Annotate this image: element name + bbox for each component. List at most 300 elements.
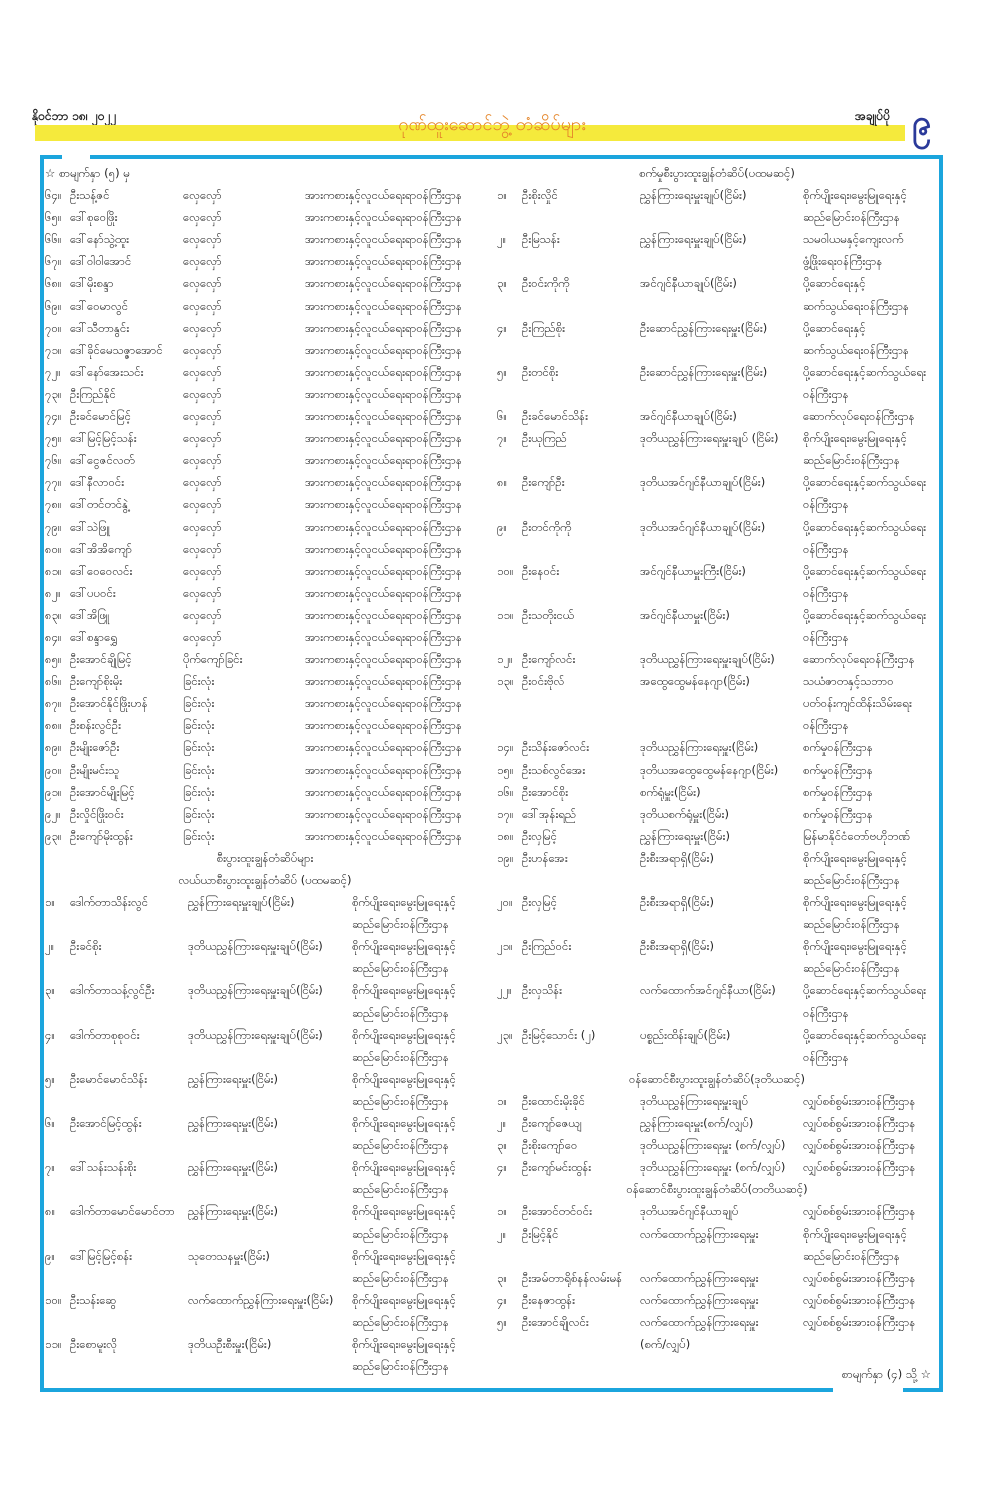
row-number: ၁၉။: [497, 850, 514, 865]
awardee-name: ဒေါ်အုန်းရည်: [522, 806, 577, 821]
awardee-department: အားကစားနှင့်လူငယ်ရေးရာဝန်ကြီးဌာန: [305, 254, 462, 269]
awardee-department: စိုက်ပျိုးရေး၊မွေးမြူရေးနှင့် ဆည်မြောင်းဝန်ကြီးဌာန: [352, 1204, 456, 1241]
awardee-department: အားကစားနှင့်လူငယ်ရေးရာဝန်ကြီးဌာန: [305, 674, 462, 689]
awardee-name: ဦးသိန်းဇော်လင်း: [522, 740, 590, 755]
awardee-name: ဒေါ်နော်သွဲ့ထူး: [70, 232, 130, 247]
row-number: ၉။: [497, 519, 507, 534]
awardee-department: စက်မှုဝန်ကြီးဌာန: [803, 806, 873, 821]
row-number: ၂။: [45, 939, 55, 954]
awardee-position: ဒုတိယညွှန်ကြားရေးမှူး (စက်/လျှပ်): [640, 1160, 786, 1175]
row-number: ၉၁။: [45, 784, 62, 799]
awardee-name: ဦးကျော်စိုးမိုး: [70, 674, 123, 689]
awardee-name: ဦးအမ်တာရိုစ်နန်လမ်းမန်: [522, 1270, 623, 1285]
awardee-department: ပို့ဆောင်ရေးနှင့် ဆက်သွယ်ရေးဝန်ကြီးဌာန: [803, 320, 909, 357]
table-row: [45, 692, 485, 714]
awardee-position: လှေလှော်: [183, 607, 222, 622]
awardee-position: ဒုတိယဦးစီးမှူး(ငြိမ်း): [188, 1336, 272, 1351]
table-row: [45, 670, 485, 692]
awardee-department: စိုက်ပျိုးရေး၊မွေးမြူရေးနှင့် ဆည်မြောင်းဝန်ကြီးဌာန: [803, 895, 907, 932]
awardee-name: ဦးကျော်မင်းထွန်း: [522, 1160, 592, 1175]
table-row: [497, 781, 937, 803]
awardee-name: ဦးသစ်လွင်အေး: [522, 762, 586, 777]
row-number: ၈၇။: [45, 696, 62, 711]
row-number: ၁၀။: [45, 1292, 62, 1307]
row-number: ၇၉။: [45, 519, 62, 534]
awardee-position: ဒုတိယညွှန်ကြားရေးမှူး(ငြိမ်း): [640, 740, 759, 755]
awardee-position: ဦးဆောင်ညွှန်ကြားရေးမှူး(ငြိမ်း): [640, 364, 768, 379]
row-number: ၂။: [497, 1226, 507, 1241]
table-row: [497, 825, 937, 847]
table-row: [45, 1200, 485, 1244]
table-row: [497, 1289, 937, 1311]
awardee-department: အားကစားနှင့်လူငယ်ရေးရာဝန်ကြီးဌာန: [305, 629, 462, 644]
awardee-position: သုတေသနမှူး(ငြိမ်း): [188, 1248, 270, 1263]
awardee-position: ညွှန်ကြားရေးမှူး(ငြိမ်း): [188, 1204, 278, 1219]
table-row: [497, 361, 937, 405]
table-row: [45, 825, 485, 847]
table-row: [497, 935, 937, 979]
awardee-position: ညွှန်ကြားရေးမှူးချုပ်(ငြိမ်း): [640, 188, 747, 203]
awardee-department: မြန်မာနိုင်ငံတော်ဗဟိုဘဏ်: [803, 828, 911, 843]
table-row: [497, 1134, 937, 1156]
awardee-position: ညွှန်ကြားရေးမှူးချုပ်(ငြိမ်း): [640, 232, 747, 247]
table-row: [497, 1156, 937, 1178]
table-row: [45, 891, 485, 935]
awardee-name: ဦးကျော်မိုးထွန်း: [70, 828, 133, 843]
awardee-name: ဦးအောင်စိုး: [522, 784, 569, 799]
row-number: ၇၀။: [45, 320, 62, 335]
awardee-department: အားကစားနှင့်လူငယ်ရေးရာဝန်ကြီးဌာန: [305, 298, 462, 313]
table-row: [45, 736, 485, 758]
awardee-name: ဦးမြသန်း: [522, 232, 560, 247]
awardee-name: ဦးလှသိန်း: [522, 983, 563, 998]
table-row: [45, 1245, 485, 1289]
awardee-name: ဦးစန်းလွင်ဦး: [70, 718, 122, 733]
awardee-name: ဦးလှမြင့်: [522, 828, 557, 843]
table-row: [497, 1200, 937, 1222]
awardee-position: လှေလှော်: [183, 629, 222, 644]
row-number: ၄။: [497, 1292, 507, 1307]
awardee-position: ညွှန်ကြားရေးမှူးချုပ်(ငြိမ်း): [188, 895, 295, 910]
table-row: [45, 250, 485, 272]
awardee-position: ခြင်းလုံး: [183, 762, 215, 777]
awardee-position: ခြင်းလုံး: [183, 740, 215, 755]
awardee-department: စိုက်ပျိုးရေး၊မွေးမြူရေးနှင့် ဆည်မြောင်းဝန်ကြီးဌာန: [352, 1292, 456, 1329]
awardee-department: အားကစားနှင့်လူငယ်ရေးရာဝန်ကြီးဌာန: [305, 276, 462, 291]
awardee-name: ဦးမြင့်သောင်း (၂): [522, 1027, 596, 1042]
awardee-department: စိုက်ပျိုးရေး၊မွေးမြူရေးနှင့် ဆည်မြောင်းဝန်ကြီးဌာန: [352, 1248, 456, 1285]
table-row: [497, 405, 937, 427]
table-row: [45, 449, 485, 471]
row-number: ၈၈။: [45, 718, 62, 733]
awardee-name: ဦးအောင်ချိုမြင့်: [70, 652, 132, 667]
awardee-department: စိုက်ပျိုးရေး၊မွေးမြူရေးနှင့် ဆည်မြောင်းဝန်ကြီးဌာန: [803, 431, 907, 468]
table-row: [497, 560, 937, 604]
table-row: [497, 1112, 937, 1134]
row-number: ၇။: [45, 1160, 55, 1175]
table-row: [45, 538, 485, 560]
awardee-position: လက်ထောက်အင်ဂျင်နီယာ(ငြိမ်း): [640, 983, 776, 998]
awardee-name: ဒေါက်တာမောင်မောင်တာ: [70, 1204, 175, 1219]
awardee-name: ဦးထောင်းမိုးခိုင်: [522, 1093, 586, 1108]
row-number: ၁။: [45, 895, 55, 910]
awardee-name: ဦးသန်းဆွေ: [70, 1292, 117, 1307]
row-number: ၇၂။: [45, 364, 61, 379]
awardee-name: ဦးကြည်ဝင်း: [522, 939, 572, 954]
awardee-department: ပို့ဆောင်ရေးနှင့်ဆက်သွယ်ရေး ဝန်ကြီးဌာန: [803, 607, 927, 644]
table-row: [45, 427, 485, 449]
awardee-name: ဒေါ်ငွေဇင်လတ်: [70, 453, 135, 468]
awardee-department: စိုက်ပျိုးရေး၊မွေးမြူရေးနှင့် ဆည်မြောင်းဝန်ကြီးဌာန: [803, 850, 907, 887]
awardee-name: ဦးနေဝင်း: [522, 563, 560, 578]
row-number: ၈၁။: [45, 563, 62, 578]
awardee-department: အားကစားနှင့်လူငယ်ရေးရာဝန်ကြီးဌာန: [305, 806, 462, 821]
table-row: [497, 979, 937, 1023]
awardee-department: လျှပ်စစ်စွမ်းအားဝန်ကြီးဌာန: [803, 1204, 916, 1219]
table-row: [45, 493, 485, 515]
awardee-department: စက်မှုဝန်ကြီးဌာန: [803, 740, 873, 755]
row-number: ၇၅။: [45, 431, 62, 446]
awardee-department: စိုက်ပျိုးရေး၊မွေးမြူရေးနှင့် ဆည်မြောင်းဝန်ကြီးဌာန: [352, 1116, 456, 1153]
row-number: ၈၃။: [45, 607, 62, 622]
awardee-position: လှေလှော်: [183, 386, 222, 401]
awardee-position: လှေလှော်: [183, 475, 222, 490]
row-number: ၃။: [45, 983, 55, 998]
awardee-department: အားကစားနှင့်လူငယ်ရေးရာဝန်ကြီးဌာန: [305, 364, 462, 379]
awardee-name: ဦးစောမူးလို: [70, 1336, 118, 1351]
awardee-name: ဦးသတိုးငယ်: [522, 607, 575, 622]
awardee-name: ဒေါ်စန္ဒာရွှေ: [70, 629, 118, 644]
awardee-name: ဦးလှိုင်ဖြိုးဝင်း: [70, 806, 124, 821]
awardee-position: အထွေထွေမန်နေဂျာ(ငြိမ်း): [640, 674, 750, 689]
awardee-name: ဦးစိုးလှိုင်: [522, 188, 558, 203]
table-row: [497, 847, 937, 891]
awardee-name: ဦးကျော်ဇေယျ: [522, 1116, 582, 1131]
awardee-position: ညွှန်ကြားရေးမှူး(ငြိမ်း): [188, 1116, 278, 1131]
awardee-department: စိုက်ပျိုးရေး၊မွေးမြူရေးနှင့် ဆည်မြောင်းဝန်ကြီးဌာန: [352, 895, 456, 932]
awardee-table-service-2: [497, 1090, 937, 1178]
table-row: [45, 759, 485, 781]
awardee-name: ဒေါ်စုဝေဖြိုး: [70, 210, 118, 225]
table-row: [45, 272, 485, 294]
row-number: ၈၅။: [45, 652, 62, 667]
table-row: [497, 1024, 937, 1068]
row-number: ၈၂။: [45, 585, 61, 600]
row-number: ၆၆။: [45, 232, 62, 247]
row-number: ၅။: [497, 364, 507, 379]
awardee-name: ဒေါ်သန်းသန်းစိုး: [70, 1160, 137, 1175]
awardee-position: လှေလှော်: [183, 298, 222, 313]
row-number: ၉၃။: [45, 828, 62, 843]
awardee-position: ဒုတိယစက်ရုံမှူး(ငြိမ်း): [640, 806, 729, 821]
awardee-name: ဦးမောင်မောင်သိန်း: [70, 1071, 148, 1086]
awardee-department: အားကစားနှင့်လူငယ်ရေးရာဝန်ကြီးဌာန: [305, 718, 462, 733]
section-heading-service-2: ဝန်ဆောင်စီးပွားထူးချွန်တံဆိပ်(ဒုတိယဆင့်): [628, 1071, 805, 1086]
awardee-name: ဒေါက်တာသိန်းလွင်: [70, 895, 149, 910]
awardee-name: ဒေါ်မြင့်မြင့်သန်း: [70, 431, 137, 446]
awardee-position: လက်ထောက်ညွှန်ကြားရေးမှူး (စက်/လျှပ်): [640, 1314, 759, 1351]
table-row: [497, 803, 937, 825]
frame-gap-bottom: [833, 1385, 903, 1397]
awardee-name: ဦးအောင်မျိုးမြင့်: [70, 784, 135, 799]
table-row: [45, 560, 485, 582]
row-number: ၄။: [45, 1027, 55, 1042]
awardee-name: ဦးအောင်တင်ဝင်း: [522, 1204, 593, 1219]
awardee-department: ပို့ဆောင်ရေးနှင့်ဆက်သွယ်ရေး ဝန်ကြီးဌာန: [803, 519, 927, 556]
awardee-name: ဦးဝင်းဗိုလ်: [522, 674, 565, 689]
row-number: ၆၇။: [45, 254, 62, 269]
awardee-department: အားကစားနှင့်လူငယ်ရေးရာဝန်ကြီးဌာန: [305, 320, 462, 335]
awardee-name: ဦးကြည်စိုး: [522, 320, 565, 335]
table-row: [497, 1090, 937, 1112]
awardee-position: အင်ဂျင်နီယာချုပ်(ငြိမ်း): [640, 276, 737, 291]
row-number: ၃။: [497, 276, 507, 291]
table-row: [497, 891, 937, 935]
awardee-position: လှေလှော်: [183, 563, 222, 578]
row-number: ၅။: [45, 1071, 55, 1086]
row-number: ၂။: [497, 232, 507, 247]
row-number: ၆။: [497, 409, 507, 424]
table-row: [45, 339, 485, 361]
awardee-position: လှေလှော်: [183, 320, 222, 335]
awardee-position: လက်ထောက်ညွှန်ကြားရေးမှူး: [640, 1270, 759, 1285]
table-row: [45, 979, 485, 1023]
row-number: ၁၀။: [497, 563, 514, 578]
awardee-department: အားကစားနှင့်လူငယ်ရေးရာဝန်ကြီးဌာန: [305, 431, 462, 446]
awardee-department: အားကစားနှင့်လူငယ်ရေးရာဝန်ကြီးဌာန: [305, 210, 462, 225]
awardee-position: ခြင်းလုံး: [183, 718, 215, 733]
table-row: [497, 736, 937, 758]
awardee-position: ညွှန်ကြားရေးမှူး(ငြိမ်း): [188, 1160, 278, 1175]
awardee-department: အားကစားနှင့်လူငယ်ရေးရာဝန်ကြီးဌာန: [305, 519, 462, 534]
awardee-position: လှေလှော်: [183, 342, 222, 357]
table-row: [45, 206, 485, 228]
table-row: [45, 1156, 485, 1200]
table-row: [45, 1333, 485, 1377]
row-number: ၁၁။: [497, 607, 514, 622]
awardee-table-agriculture: [45, 891, 485, 1377]
page-title: ဂုဏ်ထူးဆောင်ဘွဲ့ တံဆိပ်များ: [398, 114, 586, 135]
awardee-department: စိုက်ပျိုးရေး၊မွေးမြူရေးနှင့် ဆည်မြောင်းဝန်ကြီးဌာန: [352, 939, 456, 976]
awardee-name: ဦးမျိုးမင်းသူ: [70, 762, 120, 777]
awardee-department: ပို့ဆောင်ရေးနှင့်ဆက်သွယ်ရေး ဝန်ကြီးဌာန: [803, 983, 927, 1020]
awardee-position: ဒုတိယညွှန်ကြားရေးမှူးချုပ်(ငြိမ်း): [188, 983, 323, 998]
awardee-department: လျှပ်စစ်စွမ်းအားဝန်ကြီးဌာန: [803, 1116, 916, 1131]
awardee-department: အားကစားနှင့်လူငယ်ရေးရာဝန်ကြီးဌာန: [305, 386, 462, 401]
awardee-name: ဒေါ်သီတာနွင်း: [70, 320, 130, 335]
row-number: ၂၂။: [497, 983, 512, 998]
awardee-position: လှေလှော်: [183, 585, 222, 600]
table-row: [45, 781, 485, 803]
awardee-name: ဒေါ်တင်တင်နွဲ့: [70, 497, 129, 512]
awardee-name: ဒေါ်ဝေမာလွင်: [70, 298, 129, 313]
awardee-department: အားကစားနှင့်လူငယ်ရေးရာဝန်ကြီးဌာန: [305, 475, 462, 490]
awardee-position: ပိုက်ကျော်ခြင်း: [183, 652, 243, 667]
awardee-position: ခြင်းလုံး: [183, 806, 215, 821]
awardee-department: အားကစားနှင့်လူငယ်ရေးရာဝန်ကြီးဌာန: [305, 342, 462, 357]
awardee-position: ဒုတိယညွှန်ကြားရေးမှူး (စက်/လျှပ်): [640, 1138, 786, 1153]
awardee-department: အားကစားနှင့်လူငယ်ရေးရာဝန်ကြီးဌာန: [305, 409, 462, 424]
awardee-name: ဒေါ်ဝေဝေလင်း: [70, 563, 133, 578]
awardee-department: စိုက်ပျိုးရေး၊မွေးမြူရေးနှင့် ဆည်မြောင်းဝန်ကြီးဌာန: [352, 1071, 456, 1108]
awardee-department: လျှပ်စစ်စွမ်းအားဝန်ကြီးဌာန: [803, 1270, 916, 1285]
row-number: ၆၄။: [45, 188, 62, 203]
awardee-position: ခြင်းလုံး: [183, 674, 215, 689]
awardee-position: ညွှန်ကြားရေးမှူး(ငြိမ်း): [640, 828, 730, 843]
awardee-department: အားကစားနှင့်လူငယ်ရေးရာဝန်ကြီးဌာန: [305, 652, 462, 667]
awardee-name: ဦးယုကြည်: [522, 431, 567, 446]
awardee-position: လှေလှော်: [183, 541, 222, 556]
awardee-name: ဦးတင်စိုး: [522, 364, 559, 379]
awardee-department: သမဝါယမနှင့်ကျေးလက် ဖွံ့ဖြိုးရေးဝန်ကြီးဌာန: [803, 232, 904, 269]
awardee-table-service-3: [497, 1200, 937, 1355]
awardee-name: ဦးခင်မောင်မြင့်: [70, 409, 131, 424]
awardee-position: အင်ဂျင်နီယာချုပ်(ငြိမ်း): [640, 409, 737, 424]
awardee-department: စက်မှုဝန်ကြီးဌာန: [803, 762, 873, 777]
awardee-position: ဒုတိယညွှန်ကြားရေးမှူးချုပ်(ငြိမ်း): [188, 1027, 323, 1042]
table-row: [497, 184, 937, 228]
right-column: [497, 162, 937, 1385]
awardee-department: ပို့ဆောင်ရေးနှင့်ဆက်သွယ်ရေး ဝန်ကြီးဌာန: [803, 364, 927, 401]
row-number: ၁၄။: [497, 740, 514, 755]
row-number: ၆။: [45, 1116, 55, 1131]
table-row: [45, 295, 485, 317]
awardee-name: ဒေါက်တာစုစုဝင်း: [70, 1027, 140, 1042]
awardee-table-sports: [45, 184, 485, 847]
awardee-position: ဒုတိယညွှန်ကြားရေးမှူးချုပ် (ငြိမ်း): [640, 431, 779, 446]
awardee-position: လှေလှော်: [183, 519, 222, 534]
table-row: [45, 317, 485, 339]
awardee-name: ဦးမျိုးဇော်ဦး: [70, 740, 120, 755]
row-number: ၁၇။: [497, 806, 514, 821]
awardee-position: ဒုတိယအင်ဂျင်နီယာချုပ်(ငြိမ်း): [640, 475, 766, 490]
awardee-name: ဒေါ်မြင့်မြင့်စန်း: [70, 1248, 133, 1263]
awardee-position: လှေလှော်: [183, 453, 222, 468]
row-number: ၇၃။: [45, 386, 62, 401]
table-row: [45, 1024, 485, 1068]
awardee-name: ဒေါ်သဲဖြူ: [70, 519, 110, 534]
awardee-department: လျှပ်စစ်စွမ်းအားဝန်ကြီးဌာန: [803, 1160, 916, 1175]
awardee-department: အားကစားနှင့်လူငယ်ရေးရာဝန်ကြီးဌာန: [305, 453, 462, 468]
table-row: [45, 582, 485, 604]
table-row: [497, 1223, 937, 1267]
awardee-department: စိုက်ပျိုးရေး၊မွေးမြူရေးနှင့် ဆည်မြောင်းဝန်ကြီးဌာန: [352, 1336, 456, 1374]
awardee-name: ဦးအောင်ချိုလင်း: [522, 1314, 589, 1329]
row-number: ၆၉။: [45, 298, 62, 313]
section-heading-agriculture: လယ်ယာစီးပွားထူးချွန်တံဆိပ် (ပထမဆင့်): [178, 873, 352, 887]
table-row: [497, 759, 937, 781]
awardee-position: ညွှန်ကြားရေးမှူး(စက်/လျှပ်): [640, 1116, 754, 1131]
awardee-position: လှေလှော်: [183, 409, 222, 424]
awardee-position: ပစ္စည်းထိန်းချုပ်(ငြိမ်း): [640, 1027, 731, 1042]
awardee-name: ဦးမြင့်နိုင်: [522, 1226, 559, 1241]
row-number: ၁။: [497, 1204, 507, 1219]
awardee-position: လှေလှော်: [183, 497, 222, 512]
section-heading-service-3: ဝန်ဆောင်စီးပွားထူးချွန်တံဆိပ်(တတိယဆင့်): [626, 1182, 808, 1197]
awardee-department: စိုက်ပျိုးရေး၊မွေးမြူရေးနှင့် ဆည်မြောင်းဝန်ကြီးဌာန: [803, 939, 907, 976]
awardee-name: ဒေါ်ဝါဝါအောင်: [70, 254, 132, 269]
awardee-department: အားကစားနှင့်လူငယ်ရေးရာဝန်ကြီးဌာန: [305, 563, 462, 578]
left-column: [45, 162, 485, 1377]
awardee-position: လက်ထောက်ညွှန်ကြားရေးမှူး: [640, 1292, 759, 1307]
table-row: [45, 1112, 485, 1156]
awardee-position: ဒုတိယအင်ဂျင်နီယာချုပ်(ငြိမ်း): [640, 519, 766, 534]
awardee-name: ဦးဝင်းကိုကို: [522, 276, 570, 291]
awardee-name: ဦးတင်ကိုကို: [522, 519, 572, 534]
awardee-name: ဒေါ်နော်အေးသင်း: [70, 364, 144, 379]
awardee-position: ဒုတိယညွှန်ကြားရေးမှူးချုပ်: [640, 1093, 749, 1108]
row-number: ၈၄။: [45, 629, 62, 644]
awardee-position: ခြင်းလုံး: [183, 784, 215, 799]
awardee-name: ဒေါ်နီလာဝင်း: [70, 475, 125, 490]
awardee-position: အင်ဂျင်နီယာမှူး(ငြိမ်း): [640, 607, 730, 622]
awardee-department: လျှပ်စစ်စွမ်းအားဝန်ကြီးဌာန: [803, 1138, 916, 1153]
table-row: [497, 648, 937, 670]
awardee-department: အားကစားနှင့်လူငယ်ရေးရာဝန်ကြီးဌာန: [305, 232, 462, 247]
awardee-position: ဦးစီးအရာရှိ(ငြိမ်း): [640, 850, 714, 865]
awardee-position: ခြင်းလုံး: [183, 696, 215, 711]
table-row: [497, 427, 937, 471]
awardee-department: အားကစားနှင့်လူငယ်ရေးရာဝန်ကြီးဌာန: [305, 188, 462, 203]
table-row: [45, 604, 485, 626]
row-number: ၁၆။: [497, 784, 514, 799]
awardee-name: ဒေါ်အိဖြူ: [70, 607, 110, 622]
table-row: [45, 516, 485, 538]
awardee-department: ပို့ဆောင်ရေးနှင့်ဆက်သွယ်ရေး ဝန်ကြီးဌာန: [803, 563, 927, 600]
table-row: [45, 361, 485, 383]
row-number: ၆၈။: [45, 276, 62, 291]
awardee-name: ဦးအောင်မြင့်ထွန်း: [70, 1116, 142, 1131]
table-row: [497, 604, 937, 648]
awardee-department: ဆောက်လုပ်ရေးဝန်ကြီးဌာန: [803, 409, 915, 424]
awardee-name: ဦးနေဇာထွန်း: [522, 1292, 576, 1307]
row-number: ၇၇။: [45, 475, 62, 490]
row-number: ၈။: [497, 475, 508, 490]
awardee-name: ဒေါ်ပပဝင်း: [70, 585, 116, 600]
awardee-department: အားကစားနှင့်လူငယ်ရေးရာဝန်ကြီးဌာန: [305, 696, 462, 711]
row-number: ၄။: [497, 1160, 507, 1175]
table-row: [497, 1311, 937, 1355]
row-number: ၇။: [497, 431, 507, 446]
awardee-position: လှေလှော်: [183, 254, 222, 269]
table-row: [45, 228, 485, 250]
table-row: [45, 471, 485, 493]
section-heading-main: စီးပွားထူးချွန်တံဆိပ်များ: [216, 850, 314, 865]
table-row: [45, 383, 485, 405]
awardee-name: ဦးအောင်နိုင်ဖြိုးဟန်: [70, 696, 148, 711]
row-number: ၂၃။: [497, 1027, 513, 1042]
table-row: [45, 1289, 485, 1333]
awardee-position: ဒုတိယအင်ဂျင်နီယာချုပ်: [640, 1204, 739, 1219]
awardee-position: စက်ရုံမှူး(ငြိမ်း): [640, 784, 701, 799]
awardee-name: ဒေါ်အိအိကျော်: [70, 541, 133, 556]
row-number: ၇၁။: [45, 342, 62, 357]
table-row: [497, 228, 937, 272]
awardee-position: လှေလှော်: [183, 232, 222, 247]
awardee-department: အားကစားနှင့်လူငယ်ရေးရာဝန်ကြီးဌာန: [305, 607, 462, 622]
awardee-name: ဦးကြည်နိုင်: [70, 386, 116, 401]
awardee-department: စိုက်ပျိုးရေး၊မွေးမြူရေးနှင့် ဆည်မြောင်းဝန်ကြီးဌာန: [803, 1226, 907, 1263]
awardee-position: ဦးဆောင်ညွှန်ကြားရေးမှူး(ငြိမ်း): [640, 320, 768, 335]
awardee-position: ခြင်းလုံး: [183, 828, 215, 843]
row-number: ၂၁။: [497, 939, 513, 954]
row-number: ၁၈။: [497, 828, 514, 843]
awardee-department: စက်မှုဝန်ကြီးဌာန: [803, 784, 873, 799]
awardee-department: အားကစားနှင့်လူငယ်ရေးရာဝန်ကြီးဌာန: [305, 740, 462, 755]
row-number: ၆၅။: [45, 210, 62, 225]
awardee-name: ဦးဟန်အေး: [522, 850, 568, 865]
awardee-name: ဦးသန့်ဇင်: [70, 188, 110, 203]
